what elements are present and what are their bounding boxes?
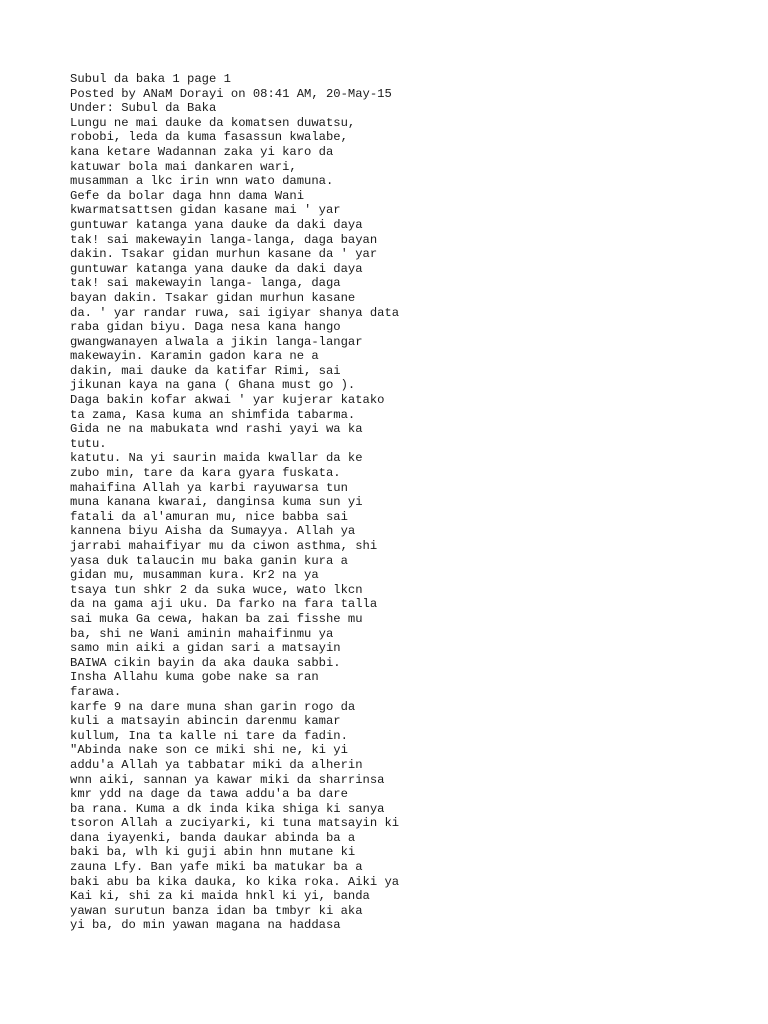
text-line: kullum, Ina ta kalle ni tare da fadin. [70,728,348,743]
text-line: zauna Lfy. Ban yafe miki ba matukar ba a [70,860,363,875]
text-line: raba gidan biyu. Daga nesa kana hango [70,320,341,335]
text-line: zubo min, tare da kara gyara fuskata. [70,466,341,481]
text-line: dana iyayenki, banda daukar abinda ba a [70,830,356,845]
text-line: ba, shi ne Wani aminin mahaifinmu ya [70,626,334,641]
text-line: Posted by ANaM Dorayi on 08:41 AM, 20-May-15 [70,86,392,101]
text-line: dakin. Tsakar gidan murhun kasane da ' yar [70,247,378,262]
text-line: kuli a matsayin abincin darenmu kamar [70,714,341,729]
text-line: yawan surutun banza idan ba tmbyr ki aka [70,903,363,918]
text-line: da na gama aji uku. Da farko na fara talla [70,597,378,612]
text-line: musamman a lkc irin wnn wato damuna. [70,174,334,189]
text-line: tsoron Allah a zuciyarki, ki tuna matsayin ki [70,816,400,831]
text-line: tsaya tun shkr 2 da suka wuce, wato lkcn [70,582,363,597]
text-line: mahaifina Allah ya karbi rayuwarsa tun [70,480,348,495]
text-line: farawa. [70,684,122,699]
text-line: Insha Allahu kuma gobe nake sa ran [70,670,319,685]
text-line: Under: Subul da Baka [70,101,217,116]
text-line: jarrabi mahaifiyar mu da ciwon asthma, shi [70,539,378,553]
text-line: dakin, mai dauke da katifar Rimi, sai [70,363,341,378]
text-line: BAIWA cikin bayin da aka dauka sabbi. [70,655,341,670]
text-line: baki abu ba kika dauka, ko kika roka. Aiki ya [70,874,400,889]
text-line: yasa duk talaucin mu baka ganin kura a [70,553,348,568]
text-line: Subul da baka 1 page 1 [70,72,231,86]
text-line: kmr ydd na dage da tawa addu'a ba dare [70,787,348,802]
document-text [70,72,750,933]
text-line: gwangwanayen alwala a jikin langa-langar [70,334,363,349]
text-line: kannena biyu Aisha da Sumayya. Allah ya [70,524,356,539]
text-line: makewayin. Karamin gadon kara ne a [70,349,319,364]
text-line: ba rana. Kuma a dk inda kika shiga ki sanya [70,801,385,816]
text-line: Gefe da bolar daga hnn dama Wani [70,188,305,203]
text-line: Lungu ne mai dauke da komatsen duwatsu, [70,115,356,130]
text-line: wnn aiki, sannan ya kawar miki da sharrinsa [70,772,385,787]
text-line: Kai ki, shi za ki maida hnkl ki yi, banda [70,889,370,904]
text-line: "Abinda nake son ce miki shi ne, ki yi [70,743,348,758]
text-line: guntuwar katanga yana dauke da daki daya [70,217,363,232]
text-line: fatali da al'amuran mu, nice babba sai [70,509,348,524]
text-line: karfe 9 na dare muna shan garin rogo da [70,699,356,714]
text-line: kana ketare Wadannan zaka yi karo da [70,144,334,159]
text-line: tutu. [70,436,107,451]
text-line: ta zama, Kasa kuma an shimfida tabarma. [70,407,356,422]
text-line: Gida ne na mabukata wnd rashi yayi wa ka [70,422,363,437]
text-line: da. ' yar randar ruwa, sai igiyar shanya data [70,305,400,320]
text-line: bayan dakin. Tsakar gidan murhun kasane [70,290,356,305]
text-line: kwarmatsattsen gidan kasane mai ' yar [70,203,341,218]
text-line: gidan mu, musamman kura. Kr2 na ya [70,568,319,583]
text-line: katutu. Na yi saurin maida kwallar da ke [70,451,363,466]
text-line: Daga bakin kofar akwai ' yar kujerar katako [70,393,385,408]
text-line: robobi, leda da kuma fasassun kwalabe, [70,130,348,145]
text-line: muna kanana kwarai, danginsa kuma sun yi [70,495,363,510]
text-line: baki ba, wlh ki guji abin hnn mutane ki [70,845,356,860]
text-line: samo min aiki a gidan sari a matsayin [70,641,341,656]
text-line: addu'a Allah ya tabbatar miki da alherin [70,757,363,772]
text-line: sai muka Ga cewa, hakan ba zai fisshe mu [70,611,363,626]
text-line: tak! sai makewayin langa-langa, daga bayan [70,232,378,247]
text-line: katuwar bola mai dankaren wari, [70,159,297,174]
text-line: jikunan kaya na gana ( Ghana must go ). [70,378,356,393]
text-line: tak! sai makewayin langa- langa, daga [70,276,341,291]
text-line: guntuwar katanga yana dauke da daki daya [70,261,363,276]
text-line: yi ba, do min yawan magana na haddasa [70,918,341,933]
